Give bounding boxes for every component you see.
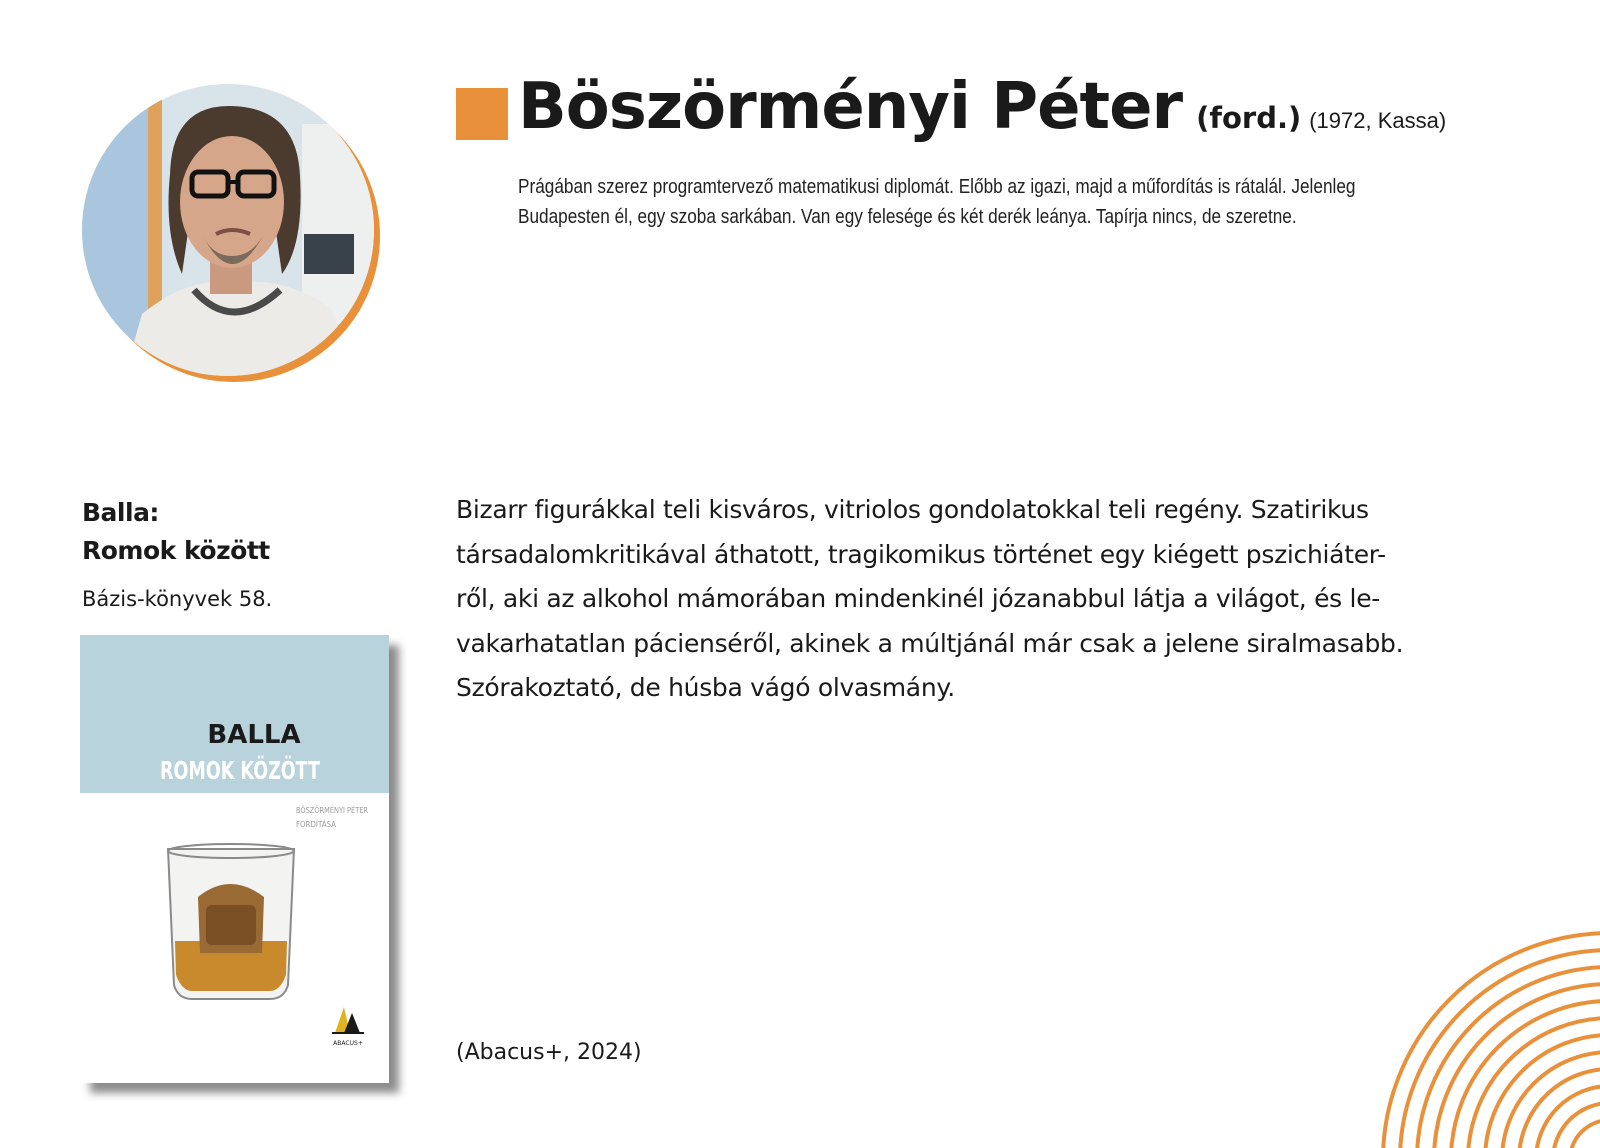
arc-ring — [1502, 1052, 1600, 1148]
accent-square — [456, 88, 508, 140]
blurb-line: Szórakoztató, de húsba vágó olvasmány. — [456, 673, 955, 702]
blurb-line: társadalomkritikával áthatott, tragikomikus történet egy kiégett pszichiáter- — [456, 539, 1386, 569]
book-cover — [80, 635, 389, 1083]
publisher-info: (Abacus+, 2024) — [456, 1040, 642, 1065]
cover-publisher-logo: ABACUS+ — [333, 1040, 363, 1047]
author-heading — [518, 70, 1446, 144]
cover-translator-line1: BÖSZÖRMÉNYI PÉTER — [296, 806, 384, 815]
whisky-glass-icon — [168, 844, 294, 999]
book-title-name: Romok között — [82, 536, 270, 565]
cover-title: ROMOK KÖZÖTT — [160, 756, 389, 785]
author-role: (ford.) — [1196, 101, 1302, 135]
concentric-arcs-icon — [1300, 880, 1600, 1148]
arc-ring — [1570, 1120, 1600, 1148]
book-series: Bázis-könyvek 58. — [82, 587, 273, 611]
bio-line: Budapesten él, egy szoba sarkában. Van egy felesége és két derék leánya. Tapírja nincs, de szeretne. — [518, 206, 1297, 228]
author-portrait — [82, 84, 382, 384]
book-title-author: Balla: — [82, 498, 159, 527]
author-bio — [518, 172, 1524, 232]
author-origin: (1972, Kassa) — [1309, 108, 1447, 133]
book-blurb — [456, 488, 1466, 711]
cover-translator-line2: FORDÍTÁSA — [296, 820, 342, 829]
blurb-line: ről, aki az alkohol mámorában mindenkinél józanabbul látja a világot, és le- — [456, 584, 1380, 613]
book-title — [82, 494, 270, 570]
blurb-line: vakarhatatlan pácienséről, akinek a múltjánál már csak a jelene siralmasabb. — [456, 628, 1404, 658]
arc-ring — [1434, 984, 1600, 1148]
cover-author: BALLA — [207, 720, 301, 750]
author-name: Böszörményi Péter — [518, 70, 1183, 144]
blurb-line: Bizarr figurákkal teli kisváros, vitriolos gondolatokkal teli regény. Szatirikus — [456, 495, 1369, 524]
bio-line: Prágában szerez programtervező matematikusi diplomát. Előbb az igazi, majd a műfordítás is rátalál. Jelenleg — [518, 176, 1356, 198]
